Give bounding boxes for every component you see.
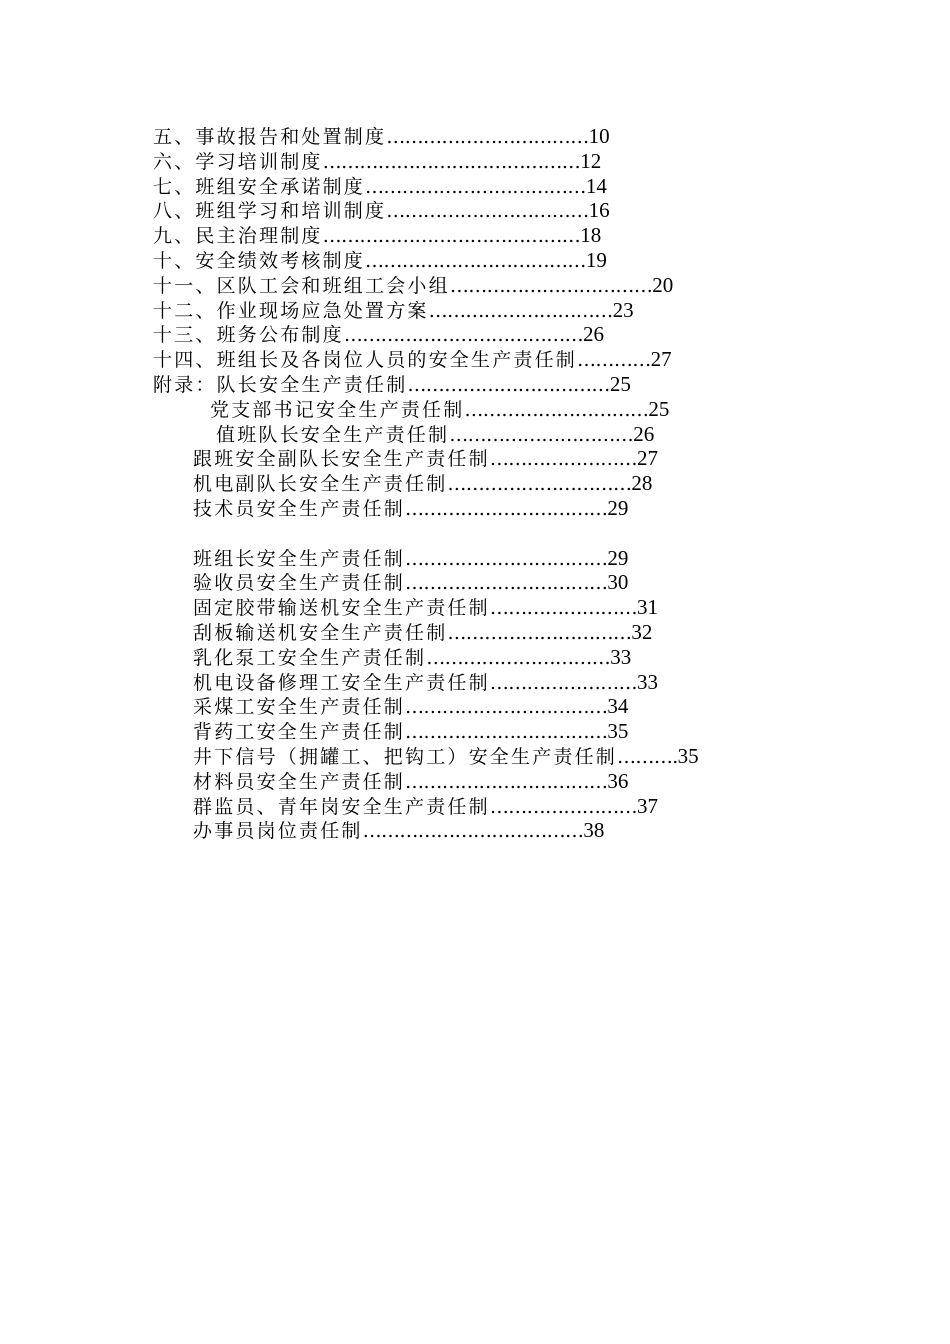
toc-entry <box>0 546 950 571</box>
toc-entry <box>0 223 950 248</box>
toc-entry-page: 27 <box>650 347 672 372</box>
toc-entry-page: 36 <box>607 768 629 793</box>
toc-entry <box>0 248 950 273</box>
toc-entry-page: 23 <box>612 297 634 322</box>
toc-entry-leader: ………………………… <box>426 646 611 669</box>
toc-entry-leader: …………………………… <box>405 572 608 595</box>
toc-entry-leader: …………………………… <box>405 497 608 520</box>
toc-entry-title: 井下信号（拥罐工、把钩工）安全生产责任制 <box>193 745 618 768</box>
toc-entry-leader: …………………………… <box>405 547 608 570</box>
toc-entry-page: 14 <box>585 173 607 198</box>
toc-entry-page: 33 <box>610 644 632 669</box>
toc-entry-page: 26 <box>583 322 605 347</box>
toc-entry-page: 20 <box>652 272 674 297</box>
toc-entry-leader: ……………………………… <box>362 820 584 843</box>
toc-entry-page: 30 <box>607 570 629 595</box>
toc-entry-page: 35 <box>607 719 629 744</box>
toc-entry-page: 31 <box>637 595 659 620</box>
toc-entry-title: 班组长安全生产责任制 <box>193 547 406 570</box>
toc-entry-leader: ……………………………… <box>365 175 586 198</box>
toc-entry-leader: …………………………… <box>405 770 608 793</box>
toc-entry <box>0 794 950 819</box>
toc-entry-title: 乳化泵工安全生产责任制 <box>193 646 427 669</box>
toc-entry-leader: …………………… <box>489 671 638 694</box>
toc-entry-leader: ………………………… <box>464 398 649 421</box>
toc-entry-title: 验收员安全生产责任制 <box>193 572 406 595</box>
toc-entry-title: 六、学习培训制度 <box>153 150 323 173</box>
toc-entry <box>0 744 950 769</box>
toc-entry-title: 技术员安全生产责任制 <box>193 497 406 520</box>
toc-entry-leader: ………… <box>577 349 651 372</box>
toc-entry-page: 19 <box>585 247 607 272</box>
toc-spacer <box>0 521 950 546</box>
toc-entry-leader: …………………………… <box>386 126 589 148</box>
toc-entry-page: 33 <box>637 669 659 694</box>
toc-entry-title: 十一、区队工会和班组工会小组 <box>153 274 450 297</box>
toc-entry-title: 跟班安全副队长安全生产责任制 <box>193 448 490 471</box>
toc-entry-leader: ………………………………… <box>343 324 584 347</box>
toc-entry-leader: …………………… <box>489 597 638 620</box>
toc-entry <box>0 818 950 843</box>
toc-entry-title: 十三、班务公布制度 <box>153 324 344 347</box>
toc-entry-page: 16 <box>588 198 610 223</box>
toc-entry-leader: …………………………… <box>405 721 608 744</box>
toc-entry <box>0 322 950 347</box>
toc-entry-title: 九、民主治理制度 <box>153 225 323 248</box>
toc-entry-leader: ………………………… <box>447 621 632 644</box>
toc-entry-page: 35 <box>677 743 699 768</box>
toc-entry-page: 18 <box>580 223 602 248</box>
toc-entry-title: 八、班组学习和培训制度 <box>153 200 387 223</box>
toc-entry <box>0 694 950 719</box>
toc-entry-page: 32 <box>631 619 653 644</box>
toc-entry-page: 34 <box>607 694 629 719</box>
toc-entry <box>0 273 950 298</box>
toc-entry-leader: …………………………………… <box>322 225 581 248</box>
toc-entry <box>0 397 950 422</box>
toc-entry-title: 材料员安全生产责任制 <box>193 770 406 793</box>
toc-entry-title: 党支部书记安全生产责任制 <box>210 398 465 421</box>
toc-entry-leader: …………………………… <box>405 696 608 719</box>
toc-entry-title: 群监员、青年岗安全生产责任制 <box>193 795 490 818</box>
toc-entry <box>0 422 950 447</box>
toc-entry-leader: ……………………………… <box>365 249 586 272</box>
toc-entry <box>0 174 950 199</box>
toc-entry <box>0 298 950 323</box>
toc-entry-leader: …………………… <box>489 795 638 818</box>
toc-entry-leader: ………. <box>617 745 678 768</box>
toc-entry <box>0 149 950 174</box>
toc-entry-title: 十、安全绩效考核制度 <box>153 249 366 272</box>
toc-entry <box>0 670 950 695</box>
table-of-contents <box>0 124 950 843</box>
toc-entry-title: 背药工安全生产责任制 <box>193 721 406 744</box>
toc-entry <box>0 372 950 397</box>
toc-entry <box>0 719 950 744</box>
toc-entry-title: 刮板输送机安全生产责任制 <box>193 621 448 644</box>
toc-entry <box>0 471 950 496</box>
toc-entry-title: 十四、班组长及各岗位人员的安全生产责任制 <box>153 349 578 372</box>
toc-entry-page: 38 <box>583 818 605 843</box>
toc-entry-title: 机电设备修理工安全生产责任制 <box>193 671 490 694</box>
toc-entry-title: 五、事故报告和处置制度 <box>153 126 387 148</box>
toc-entry-leader: ………………………… <box>428 299 613 322</box>
toc-entry-leader: …………………………… <box>407 373 610 396</box>
toc-entry <box>0 645 950 670</box>
toc-entry-leader: …………………………… <box>449 274 653 297</box>
toc-entry <box>0 198 950 223</box>
toc-entry-title: 附录：队长安全生产责任制 <box>153 373 408 396</box>
toc-entry-page: 28 <box>631 471 653 496</box>
toc-entry-page: 27 <box>637 446 659 471</box>
toc-entry-page: 29 <box>607 495 629 520</box>
toc-entry-leader: ………………………… <box>447 473 632 496</box>
toc-entry <box>0 570 950 595</box>
toc-entry <box>0 446 950 471</box>
toc-entry-page: 12 <box>580 148 602 173</box>
toc-entry <box>0 769 950 794</box>
toc-entry <box>0 496 950 521</box>
toc-entry-leader: ………………………… <box>449 423 634 446</box>
toc-entry-title: 值班队长安全生产责任制 <box>216 423 450 446</box>
toc-entry-page: 37 <box>637 793 659 818</box>
toc-entry-leader: …………………………………… <box>322 150 581 173</box>
toc-entry-page: 25 <box>609 371 631 396</box>
toc-entry-page: 10 <box>588 124 610 148</box>
toc-entry-page: 26 <box>633 421 655 446</box>
toc-entry-title: 七、班组安全承诺制度 <box>153 175 366 198</box>
toc-entry-title: 十二、作业现场应急处置方案 <box>153 299 429 322</box>
toc-entry <box>0 595 950 620</box>
toc-entry <box>0 620 950 645</box>
toc-entry <box>0 347 950 372</box>
toc-entry-title: 采煤工安全生产责任制 <box>193 696 406 719</box>
toc-entry-title: 办事员岗位责任制 <box>193 820 363 843</box>
toc-entry-leader: …………………… <box>489 448 638 471</box>
toc-entry-title: 机电副队长安全生产责任制 <box>193 473 448 496</box>
toc-entry-page: 29 <box>607 545 629 570</box>
toc-entry-title: 固定胶带输送机安全生产责任制 <box>193 597 490 620</box>
toc-entry <box>0 124 950 149</box>
toc-entry-leader: …………………………… <box>386 200 589 223</box>
toc-entry-page: 25 <box>648 396 670 421</box>
